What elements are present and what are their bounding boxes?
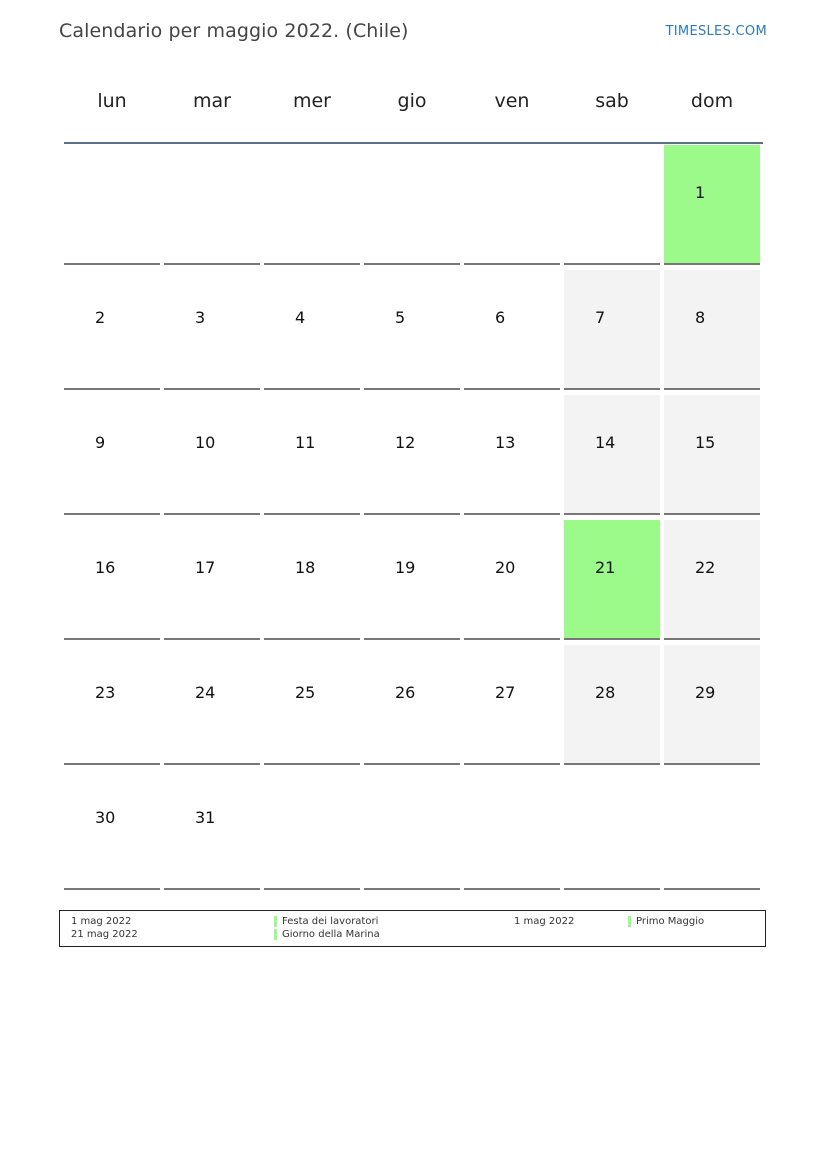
- legend-color-marker: [628, 916, 631, 927]
- empty-day-cell: [164, 145, 260, 265]
- weekday-label: lun: [97, 90, 127, 112]
- day-number: 6: [495, 308, 506, 327]
- empty-day-cell: [264, 770, 360, 890]
- day-number: 22: [695, 558, 716, 577]
- holiday-legend: [59, 910, 766, 947]
- day-cell[interactable]: [364, 520, 460, 640]
- day-number: 5: [395, 308, 406, 327]
- day-number: 8: [695, 308, 706, 327]
- day-cell[interactable]: [664, 645, 760, 765]
- weekday-label: dom: [690, 90, 734, 112]
- day-cell[interactable]: [364, 395, 460, 515]
- day-cell[interactable]: [364, 270, 460, 390]
- day-cell[interactable]: [164, 770, 260, 890]
- day-number: 10: [195, 433, 216, 452]
- day-cell[interactable]: [464, 645, 560, 765]
- day-cell[interactable]: [664, 145, 760, 265]
- legend-date: 21 mag 2022: [71, 929, 138, 940]
- day-cell[interactable]: [64, 520, 160, 640]
- day-number: 19: [395, 558, 416, 577]
- day-cell[interactable]: [464, 270, 560, 390]
- weekday-label: sab: [595, 90, 629, 112]
- weekday-header: [64, 90, 764, 120]
- day-number: 14: [595, 433, 616, 452]
- day-cell[interactable]: [564, 270, 660, 390]
- day-number: 17: [195, 558, 216, 577]
- day-number: 25: [295, 683, 316, 702]
- day-cell[interactable]: [264, 395, 360, 515]
- legend-color-marker: [274, 916, 277, 927]
- empty-day-cell: [364, 145, 460, 265]
- day-number: 9: [95, 433, 106, 452]
- day-cell[interactable]: [564, 395, 660, 515]
- calendar-grid: [64, 145, 764, 895]
- day-number: 15: [695, 433, 716, 452]
- legend-color-marker: [274, 929, 277, 940]
- day-number: 27: [495, 683, 516, 702]
- legend-holiday-name: Primo Maggio: [636, 916, 705, 927]
- empty-day-cell: [264, 145, 360, 265]
- day-number: 12: [395, 433, 416, 452]
- day-cell[interactable]: [664, 520, 760, 640]
- day-number: 23: [95, 683, 116, 702]
- day-cell[interactable]: [464, 520, 560, 640]
- day-cell[interactable]: [64, 645, 160, 765]
- page-title: Calendario per maggio 2022. (Chile): [59, 20, 409, 42]
- day-number: 4: [295, 308, 306, 327]
- weekday-label: ven: [494, 90, 530, 112]
- day-number: 31: [195, 808, 216, 827]
- day-cell[interactable]: [264, 270, 360, 390]
- day-cell[interactable]: [264, 520, 360, 640]
- day-cell[interactable]: [564, 645, 660, 765]
- legend-holiday-name: Festa dei lavoratori: [282, 916, 379, 927]
- day-cell[interactable]: [64, 270, 160, 390]
- day-cell[interactable]: [464, 395, 560, 515]
- day-number: 26: [395, 683, 416, 702]
- day-number: 21: [595, 558, 616, 577]
- legend-date: 1 mag 2022: [71, 916, 132, 927]
- day-number: 28: [595, 683, 616, 702]
- weekday-label: mer: [292, 90, 331, 112]
- empty-day-cell: [564, 145, 660, 265]
- empty-day-cell: [364, 770, 460, 890]
- day-number: 24: [195, 683, 216, 702]
- day-cell[interactable]: [64, 395, 160, 515]
- empty-day-cell: [64, 145, 160, 265]
- empty-day-cell: [464, 145, 560, 265]
- day-cell[interactable]: [164, 395, 260, 515]
- day-number: 7: [595, 308, 606, 327]
- day-cell[interactable]: [664, 270, 760, 390]
- day-cell[interactable]: [664, 395, 760, 515]
- day-cell[interactable]: [164, 270, 260, 390]
- empty-day-cell: [564, 770, 660, 890]
- header-divider: [64, 142, 763, 144]
- day-number: 11: [295, 433, 316, 452]
- brand-link[interactable]: TIMESLES.COM: [665, 24, 767, 39]
- weekday-label: mar: [193, 90, 231, 112]
- empty-day-cell: [464, 770, 560, 890]
- day-number: 3: [195, 308, 206, 327]
- day-number: 1: [695, 183, 706, 202]
- day-number: 29: [695, 683, 716, 702]
- day-cell[interactable]: [164, 520, 260, 640]
- legend-holiday-name: Giorno della Marina: [282, 929, 380, 940]
- day-cell[interactable]: [164, 645, 260, 765]
- day-cell[interactable]: [364, 645, 460, 765]
- weekday-label: gio: [397, 90, 427, 112]
- day-number: 13: [495, 433, 516, 452]
- day-cell[interactable]: [564, 520, 660, 640]
- day-cell[interactable]: [64, 770, 160, 890]
- legend-date: 1 mag 2022: [514, 916, 575, 927]
- day-number: 18: [295, 558, 316, 577]
- empty-day-cell: [664, 770, 760, 890]
- day-number: 30: [95, 808, 116, 827]
- day-cell[interactable]: [264, 645, 360, 765]
- day-number: 2: [95, 308, 106, 327]
- day-number: 16: [95, 558, 116, 577]
- day-number: 20: [495, 558, 516, 577]
